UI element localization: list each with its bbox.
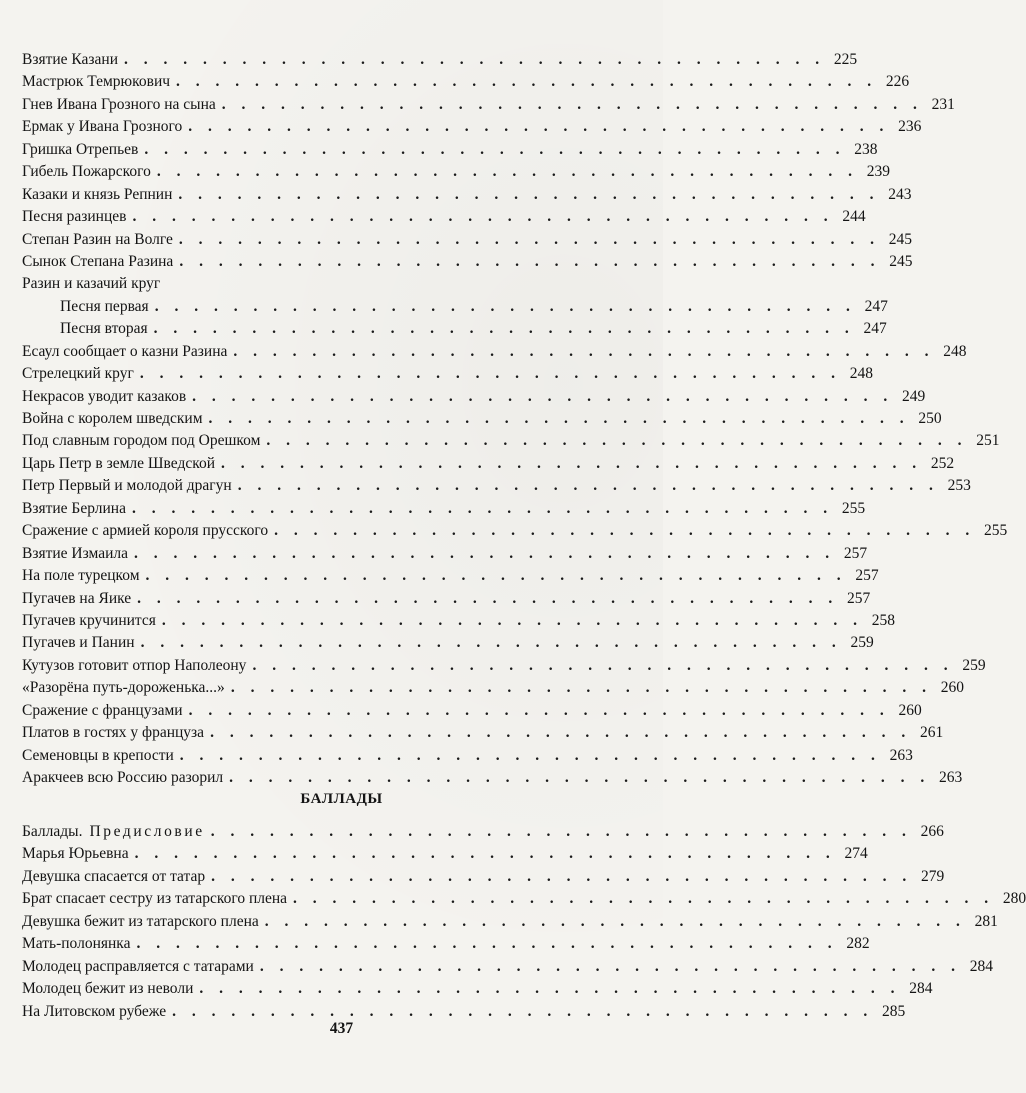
toc-entry-title: Под славным городом под Орешком — [22, 432, 261, 450]
toc-entry-page: 226 — [885, 73, 910, 91]
toc-entry — [22, 163, 891, 185]
toc-entry-page: 239 — [866, 163, 891, 181]
toc-entry-title: Пугачев и Панин — [22, 634, 135, 652]
dot-leader: . . . . . . . . . . . . . . . . . . . . . . . . . . . . . . . . . . . . — [172, 1002, 874, 1020]
toc-entry — [22, 867, 945, 890]
toc-entry-title: Пугачев кручинится — [22, 611, 156, 629]
dot-leader: . . . . . . . . . . . . . . . . . . . . . . . . . . . . . . . . . . . . — [154, 297, 856, 315]
toc-entry — [22, 611, 896, 634]
dot-leader: . . . . . . . . . . . . . . . . . . . . . . . . . . . . . . . . . . . . — [140, 634, 842, 652]
toc-entry-title: Аракчеев всю Россию разорил — [22, 769, 224, 786]
dot-leader: . . . . . . . . . . . . . . . . . . . . . . . . . . . . . . . . . . . . — [221, 454, 923, 472]
toc-entry — [22, 252, 913, 275]
toc-entry-page: 263 — [889, 746, 913, 764]
toc-entry-page: 243 — [888, 185, 912, 203]
toc-entry — [22, 746, 913, 769]
toc-entry — [22, 823, 944, 845]
dot-leader: . . . . . . . . . . . . . . . . . . . . . . . . . . . . . . . . . . . . — [210, 724, 912, 742]
dot-leader: . . . . . . . . . . . . . . . . . . . . . . . . . . . . . . . . . . . . — [145, 567, 847, 585]
toc-entry-title: Гибель Пожарского — [22, 163, 151, 181]
dot-leader: . . . . . . . . . . . . . . . . . . . . . . . . . . . . . . . . . . . . — [176, 73, 878, 91]
toc-entry-page: 238 — [854, 140, 878, 158]
toc-entry-page: 258 — [871, 611, 896, 629]
toc-entry-page: 259 — [962, 656, 986, 674]
dot-leader: . . . . . . . . . . . . . . . . . . . . . . . . . . . . . . . . . . . . — [211, 867, 913, 885]
toc-entry — [22, 589, 871, 612]
toc-entry-page: 245 — [889, 252, 913, 270]
toc-entry — [22, 980, 933, 1002]
toc-entry-page: 247 — [864, 297, 888, 315]
dot-leader: . . . . . . . . . . . . . . . . . . . . . . . . . . . . . . . . . . . . — [233, 342, 935, 360]
toc-entry — [22, 845, 868, 867]
toc-entry — [22, 275, 592, 297]
dot-leader: . . . . . . . . . . . . . . . . . . . . . . . . . . . . . . . . . . . . — [156, 163, 859, 181]
toc-entry-page: 257 — [847, 589, 871, 607]
toc-entry-page: 274 — [844, 845, 868, 863]
toc-entry-page: 245 — [888, 230, 913, 248]
toc-entry-page: 279 — [921, 867, 945, 885]
toc-entry-title: Сынок Степана Разина — [22, 252, 174, 270]
toc-entry-title: Мастрюк Темрюкович — [22, 73, 171, 91]
dot-leader: . . . . . . . . . . . . . . . . . . . . . . . . . . . . . . . . . . . . — [134, 544, 836, 562]
toc-entry-page: 257 — [843, 544, 868, 562]
toc-entry-title: Девушка бежит из татарского плена — [22, 912, 259, 930]
dot-leader: . . . . . . . . . . . . . . . . . . . . . . . . . . . . . . . . . . . . — [252, 656, 954, 674]
dot-leader: . . . . . . . . . . . . . . . . . . . . . . . . . . . . . . . . . . . . — [293, 890, 995, 908]
dot-leader: . . . . . . . . . . . . . . . . . . . . . . . . . . . . . . . . . . . . — [161, 611, 864, 629]
toc-entry — [22, 724, 944, 746]
toc-entry — [22, 432, 1000, 454]
dot-leader: . . . . . . . . . . . . . . . . . . . . . . . . . . . . . . . . . . . . — [153, 320, 855, 338]
dot-leader: . . . . . . . . . . . . . . . . . . . . . . . . . . . . . . . . . . . . — [237, 477, 939, 495]
toc-entry-page: 257 — [855, 567, 879, 585]
toc-entry-page: 253 — [947, 477, 971, 495]
dot-leader: . . . . . . . . . . . . . . . . . . . . . . . . . . . . . . . . . . . . — [259, 957, 961, 975]
dot-leader: . . . . . . . . . . . . . . . . . . . . . . . . . . . . . . . . . . . . — [139, 365, 841, 383]
dot-leader: . . . . . . . . . . . . . . . . . . . . . . . . . . . . . . . . . . . . — [264, 912, 966, 930]
toc-entry-page: 247 — [863, 320, 887, 338]
toc-entry — [22, 890, 1026, 912]
toc-entry-page: 263 — [939, 769, 963, 786]
toc-entry-page: 280 — [1002, 890, 1026, 908]
dot-leader: . . . . . . . . . . . . . . . . . . . . . . . . . . . . . . . . . . . . — [179, 746, 881, 764]
toc-entry-page: 255 — [983, 522, 1008, 540]
toc-entry-title: Песня разинцев — [22, 208, 127, 226]
toc-entry — [22, 365, 873, 387]
dot-leader: . . . . . . . . . . . . . . . . . . . . . . . . . . . . . . . . . . . . — [132, 208, 834, 226]
toc-entry — [22, 912, 998, 935]
toc-entry — [22, 477, 971, 499]
toc-entry — [22, 701, 922, 724]
toc-entry-page: 284 — [969, 957, 993, 975]
toc-entry-title: Пугачев на Яике — [22, 589, 132, 607]
dot-leader: . . . . . . . . . . . . . . . . . . . . . . . . . . . . . . . . . . . . — [199, 980, 901, 998]
toc-entry — [22, 342, 967, 365]
toc-entry — [22, 656, 986, 679]
toc-entry — [22, 73, 910, 95]
contents-list-top — [22, 51, 1008, 791]
toc-entry — [22, 769, 963, 791]
toc-entry-title: Молодец бежит из неволи — [22, 980, 194, 998]
toc-entry — [22, 140, 878, 163]
dot-leader: . . . . . . . . . . . . . . . . . . . . . . . . . . . . . . . . . . . . — [178, 185, 880, 203]
toc-entry-title: Взятие Казани — [22, 51, 119, 68]
dot-leader: . . . . . . . . . . . . . . . . . . . . . . . . . . . . . . . . . . . . — [230, 679, 932, 697]
toc-entry — [22, 230, 913, 253]
contents-list-ballads — [22, 823, 1026, 1025]
dot-leader: . . . . . . . . . . . . . . . . . . . . . . . . . . . . . . . . . . . . — [136, 935, 838, 953]
toc-entry-title: Семеновцы в крепости — [22, 746, 174, 764]
dot-leader: . . . . . . . . . . . . . . . . . . . . . . . . . . . . . . . . . . . . — [221, 95, 923, 113]
toc-entry-page: 282 — [846, 935, 870, 953]
toc-entry — [22, 935, 870, 957]
toc-entry-title: Песня вторая — [60, 320, 148, 338]
toc-entry — [22, 544, 868, 567]
toc-entry-title: Ермак у Ивана Грозного — [22, 118, 183, 136]
toc-entry-page: 248 — [943, 342, 967, 360]
toc-entry-title: Брат спасает сестру из татарского плена — [22, 890, 288, 908]
toc-entry-page: 249 — [902, 387, 926, 405]
toc-entry-page: 236 — [898, 118, 922, 136]
toc-entry-title: Девушка спасается от татар — [22, 867, 206, 885]
dot-leader: . . . . . . . . . . . . . . . . . . . . . . . . . . . . . . . . . . . . — [178, 230, 881, 248]
dot-leader: . . . . . . . . . . . . . . . . . . . . . . . . . . . . . . . . . . . . — [192, 387, 894, 405]
toc-entry — [22, 185, 912, 208]
dot-leader: . . . . . . . . . . . . . . . . . . . . . . . . . . . . . . . . . . . . — [208, 410, 910, 427]
toc-entry-title: Сражение с армией короля прусского — [22, 522, 269, 540]
toc-entry-title: Казаки и князь Репнин — [22, 185, 173, 203]
toc-entry-page: 250 — [918, 410, 942, 427]
dot-leader: . . . . . . . . . . . . . . . . . . . . . . . . . . . . . . . . . . . . — [137, 589, 839, 607]
toc-entry-title: На поле турецком — [22, 567, 140, 585]
toc-entry — [22, 95, 955, 118]
toc-entry — [22, 297, 888, 320]
toc-entry-title: Царь Петр в земле Шведской — [22, 454, 216, 472]
toc-entry — [22, 679, 964, 701]
toc-entry — [22, 634, 874, 656]
toc-entry-page: 255 — [841, 499, 866, 517]
dot-leader: . . . . . . . . . . . . . . . . . . . . . . . . . . . . . . . . . . . . — [134, 845, 836, 863]
dot-leader: . . . . . . . . . . . . . . . . . . . . . . . . . . . . . . . . . . . . — [210, 823, 912, 840]
toc-entry — [22, 208, 866, 230]
toc-entry-title: Платов в гостях у француза — [22, 724, 205, 742]
toc-entry-page: 261 — [919, 724, 944, 742]
toc-entry-title: Петр Первый и молодой драгун — [22, 477, 232, 495]
toc-entry — [22, 567, 879, 589]
dot-leader: . . . . . . . . . . . . . . . . . . . . . . . . . . . . . . . . . . . . — [229, 769, 931, 786]
toc-entry-title: Некрасов уводит казаков — [22, 387, 187, 405]
toc-entry — [22, 499, 866, 522]
toc-entry-title: Гнев Ивана Грозного на сына — [22, 95, 216, 113]
toc-entry-title: Гришка Отрепьев — [22, 140, 139, 158]
dot-leader: . . . . . . . . . . . . . . . . . . . . . . . . . . . . . . . . . . . . — [144, 140, 846, 158]
toc-entry-title: Степан Разин на Волге — [22, 230, 173, 248]
toc-entry-page: 281 — [974, 912, 998, 930]
toc-entry — [22, 522, 1008, 544]
toc-entry-title: Есаул сообщает о казни Разина — [22, 342, 228, 360]
toc-entry — [22, 957, 993, 980]
toc-entry-title: Мать-полонянка — [22, 935, 131, 953]
toc-entry-title: Кутузов готовит отпор Наполеону — [22, 656, 247, 674]
toc-entry-title: Взятие Берлина — [22, 499, 126, 517]
toc-entry-page: 225 — [833, 51, 858, 68]
toc-entry — [22, 51, 858, 73]
toc-entry-title-spaced: Предисловие — [89, 823, 205, 840]
dot-leader: . . . . . . . . . . . . . . . . . . . . . . . . . . . . . . . . . . . . — [179, 252, 881, 270]
toc-entry-title: Марья Юрьевна — [22, 845, 129, 863]
toc-entry-page: 248 — [849, 365, 873, 383]
section-heading: БАЛЛАДЫ — [300, 791, 383, 807]
dot-leader: . . . . . . . . . . . . . . . . . . . . . . . . . . . . . . . . . . . . — [274, 522, 976, 540]
toc-entry — [22, 387, 926, 410]
toc-entry-page: 251 — [976, 432, 1000, 450]
toc-entry-title: Стрелецкий круг — [22, 365, 134, 383]
toc-entry — [22, 320, 887, 342]
toc-entry-page: 231 — [931, 95, 955, 113]
toc-entry-title: «Разорёна путь-дороженька...» — [22, 679, 225, 697]
toc-entry-page: 252 — [930, 454, 955, 472]
dot-leader: . . . . . . . . . . . . . . . . . . . . . . . . . . . . . . . . . . . . — [188, 118, 890, 136]
toc-entry — [22, 410, 942, 432]
toc-entry-page: 244 — [842, 208, 866, 226]
toc-entry-title: Баллады. — [22, 823, 83, 840]
toc-entry-page: 266 — [920, 823, 944, 840]
toc-entry-title: Разин и казачий круг — [22, 275, 161, 293]
toc-entry-page: 260 — [940, 679, 964, 697]
toc-entry-title: Война с королем шведским — [22, 410, 203, 427]
page-number: 437 — [329, 1020, 354, 1037]
toc-entry-page: 285 — [881, 1002, 906, 1020]
dot-leader: . . . . . . . . . . . . . . . . . . . . . . . . . . . . . . . . . . . . — [131, 499, 834, 517]
toc-entry-page: 284 — [909, 980, 933, 998]
toc-entry-page: 259 — [850, 634, 874, 652]
dot-leader: . . . . . . . . . . . . . . . . . . . . . . . . . . . . . . . . . . . . — [124, 51, 826, 68]
dot-leader: . . . . . . . . . . . . . . . . . . . . . . . . . . . . . . . . . . . . — [266, 432, 968, 450]
toc-entry — [22, 118, 922, 140]
toc-entry-title: Песня первая — [60, 297, 149, 315]
toc-entry-title: Сражение с французами — [22, 701, 183, 719]
dot-leader: . . . . . . . . . . . . . . . . . . . . . . . . . . . . . . . . . . . . — [188, 701, 890, 719]
toc-entry-title: Молодец расправляется с татарами — [22, 957, 254, 975]
toc-entry-page: 260 — [898, 701, 922, 719]
toc-entry-title: Взятие Измаила — [22, 544, 129, 562]
toc-entry-title: На Литовском рубеже — [22, 1002, 167, 1020]
toc-entry — [22, 454, 955, 477]
